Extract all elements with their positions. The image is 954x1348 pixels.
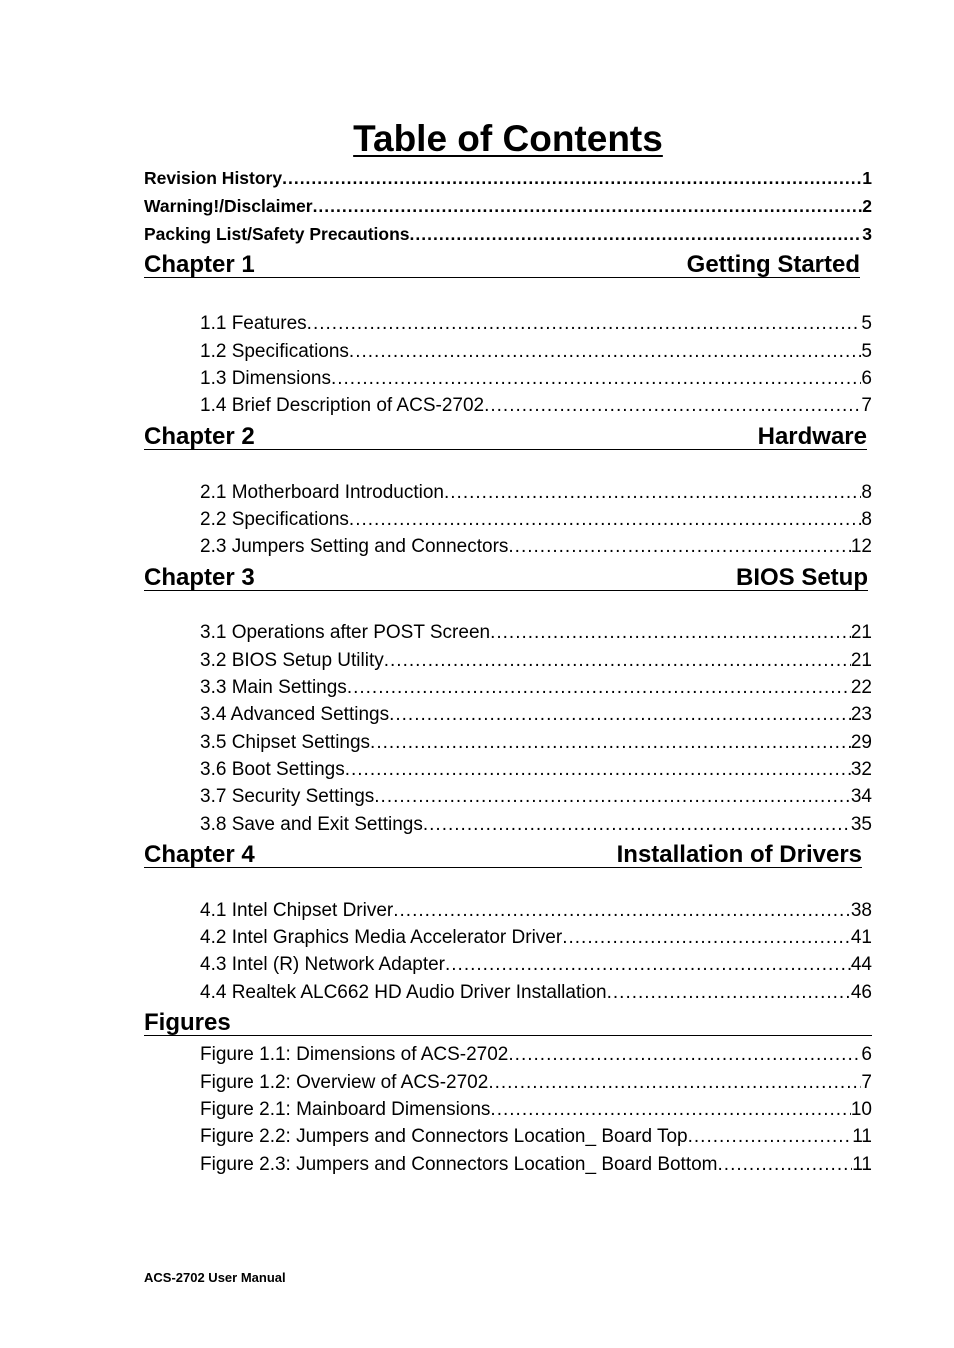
entry-page: 1: [862, 168, 872, 188]
entry-label: 3.3 Main Settings: [200, 677, 347, 698]
entry-label: 1.4 Brief Description of ACS-2702: [200, 395, 485, 416]
entry-label: 3.5 Chipset Settings: [200, 732, 371, 753]
leader-dots: [282, 170, 862, 188]
leader-dots: [490, 1100, 850, 1119]
entry-page: 35: [850, 814, 872, 835]
leader-dots: [349, 510, 862, 529]
figure-entry[interactable]: [200, 1100, 872, 1119]
entry-page: 12: [850, 536, 872, 557]
entry-page: 11: [852, 1154, 872, 1175]
entry-page: 10: [850, 1099, 872, 1120]
leader-dots: [345, 760, 851, 779]
leader-dots: [389, 705, 851, 724]
leader-dots: [444, 483, 861, 502]
chapter-name: Getting Started: [686, 251, 860, 278]
entry-page: 11: [852, 1126, 872, 1147]
entry-label: Figure 1.2: Overview of ACS-2702: [200, 1072, 489, 1093]
leader-dots: [488, 1073, 861, 1092]
figures-label: Figures: [144, 1009, 231, 1036]
entry-label: 3.6 Boot Settings: [200, 759, 345, 780]
entry-label: 2.1 Motherboard Introduction: [200, 482, 444, 503]
leader-dots: [349, 342, 862, 361]
entry-label: 3.8 Save and Exit Settings: [200, 814, 423, 835]
entry-label: Revision History: [144, 168, 283, 188]
leader-dots: [410, 226, 863, 244]
entry-label: 3.7 Security Settings: [200, 786, 375, 807]
toc-entry[interactable]: [200, 369, 872, 388]
toc-entry[interactable]: [200, 928, 872, 947]
toc-entry[interactable]: [200, 815, 872, 834]
leader-dots: [508, 537, 850, 556]
toc-entry[interactable]: [200, 760, 872, 779]
entry-page: 3: [862, 224, 872, 244]
entry-page: 22: [850, 677, 872, 698]
toc-entry-packing-list[interactable]: [144, 226, 872, 244]
toc-entry-warning-disclaimer[interactable]: [144, 198, 872, 216]
leader-dots: [484, 396, 861, 415]
toc-entry[interactable]: [200, 983, 872, 1002]
chapter-1-heading[interactable]: [144, 252, 860, 278]
leader-dots: [562, 928, 851, 947]
chapter-name: BIOS Setup: [735, 564, 868, 591]
entry-label: 1.1 Features: [200, 313, 307, 334]
chapter-label: Chapter 1: [144, 251, 255, 278]
chapter-label: Chapter 4: [144, 841, 255, 868]
leader-dots: [688, 1127, 853, 1146]
entry-label: 3.4 Advanced Settings: [200, 704, 390, 725]
leader-dots: [313, 198, 863, 216]
entry-label: Figure 1.1: Dimensions of ACS-2702: [200, 1044, 509, 1065]
toc-entry-revision-history[interactable]: [144, 170, 872, 188]
entry-label: 1.3 Dimensions: [200, 368, 331, 389]
entry-label: Figure 2.3: Jumpers and Connectors Location_ Board Bottom: [200, 1154, 718, 1175]
entry-label: 4.4 Realtek ALC662 HD Audio Driver Installation: [200, 982, 607, 1003]
entry-page: 21: [850, 650, 872, 671]
entry-page: 34: [850, 786, 872, 807]
leader-dots: [423, 815, 851, 834]
entry-label: 4.2 Intel Graphics Media Accelerator Driver: [200, 927, 563, 948]
leader-dots: [393, 901, 851, 920]
entry-page: 5: [861, 341, 872, 362]
figure-entry[interactable]: [200, 1045, 872, 1064]
entry-label: 3.2 BIOS Setup Utility: [200, 650, 384, 671]
leader-dots: [490, 623, 851, 642]
entry-label: 3.1 Operations after POST Screen: [200, 622, 491, 643]
entry-label: Packing List/Safety Precautions: [144, 224, 410, 244]
figure-entry[interactable]: [200, 1073, 872, 1092]
entry-label: Figure 2.1: Mainboard Dimensions: [200, 1099, 491, 1120]
leader-dots: [718, 1155, 853, 1174]
toc-entry[interactable]: [200, 314, 872, 333]
leader-dots: [607, 983, 851, 1002]
entry-page: 5: [861, 313, 872, 334]
entry-label: 2.2 Specifications: [200, 509, 349, 530]
page-footer: ACS-2702 User Manual: [144, 1270, 286, 1285]
entry-page: 21: [850, 622, 872, 643]
chapter-label: Chapter 2: [144, 423, 255, 450]
chapter-3-heading[interactable]: [144, 565, 868, 591]
toc-entry[interactable]: [200, 901, 872, 920]
figure-entry[interactable]: [200, 1127, 872, 1146]
page-title: Table of Contents: [353, 118, 663, 159]
entry-label: 4.3 Intel (R) Network Adapter: [200, 954, 445, 975]
toc-entry[interactable]: [200, 623, 872, 642]
chapter-name: Installation of Drivers: [616, 841, 862, 868]
toc-entry[interactable]: [200, 483, 872, 502]
leader-dots: [307, 314, 862, 333]
chapter-name: Hardware: [757, 423, 867, 450]
toc-entry[interactable]: [200, 342, 872, 361]
entry-page: 6: [861, 368, 872, 389]
toc-entry[interactable]: [200, 733, 872, 752]
entry-page: 46: [850, 982, 872, 1003]
entry-page: 41: [850, 927, 872, 948]
toc-entry[interactable]: [200, 678, 872, 697]
toc-entry[interactable]: [200, 705, 872, 724]
entry-label: Figure 2.2: Jumpers and Connectors Location_ Board Top: [200, 1126, 688, 1147]
toc-entry[interactable]: [200, 787, 872, 806]
figure-entry[interactable]: [200, 1155, 872, 1174]
chapter-4-heading[interactable]: [144, 842, 862, 868]
leader-dots: [331, 369, 861, 388]
entry-label: Warning!/Disclaimer: [144, 196, 313, 216]
toc-entry[interactable]: [200, 955, 872, 974]
leader-dots: [445, 955, 851, 974]
leader-dots: [374, 787, 851, 806]
leader-dots: [347, 678, 851, 697]
entry-page: 7: [861, 395, 872, 416]
toc-entry[interactable]: [200, 651, 872, 670]
entry-page: 23: [850, 704, 872, 725]
entry-page: 8: [861, 509, 872, 530]
entry-label: 4.1 Intel Chipset Driver: [200, 900, 394, 921]
entry-page: 7: [861, 1072, 872, 1093]
entry-page: 38: [850, 900, 872, 921]
leader-dots: [384, 651, 851, 670]
leader-dots: [370, 733, 851, 752]
entry-page: 8: [861, 482, 872, 503]
chapter-label: Chapter 3: [144, 564, 255, 591]
toc-entry[interactable]: [200, 510, 872, 529]
chapter-2-heading[interactable]: [144, 424, 867, 450]
leader-dots: [508, 1045, 861, 1064]
entry-page: 32: [850, 759, 872, 780]
toc-entry[interactable]: [200, 537, 872, 556]
entry-label: 2.3 Jumpers Setting and Connectors: [200, 536, 509, 557]
toc-entry[interactable]: [200, 396, 872, 415]
entry-page: 44: [850, 954, 872, 975]
entry-page: 6: [861, 1044, 872, 1065]
entry-label: 1.2 Specifications: [200, 341, 349, 362]
entry-page: 29: [850, 732, 872, 753]
figures-heading[interactable]: [144, 1010, 872, 1036]
entry-page: 2: [862, 196, 872, 216]
